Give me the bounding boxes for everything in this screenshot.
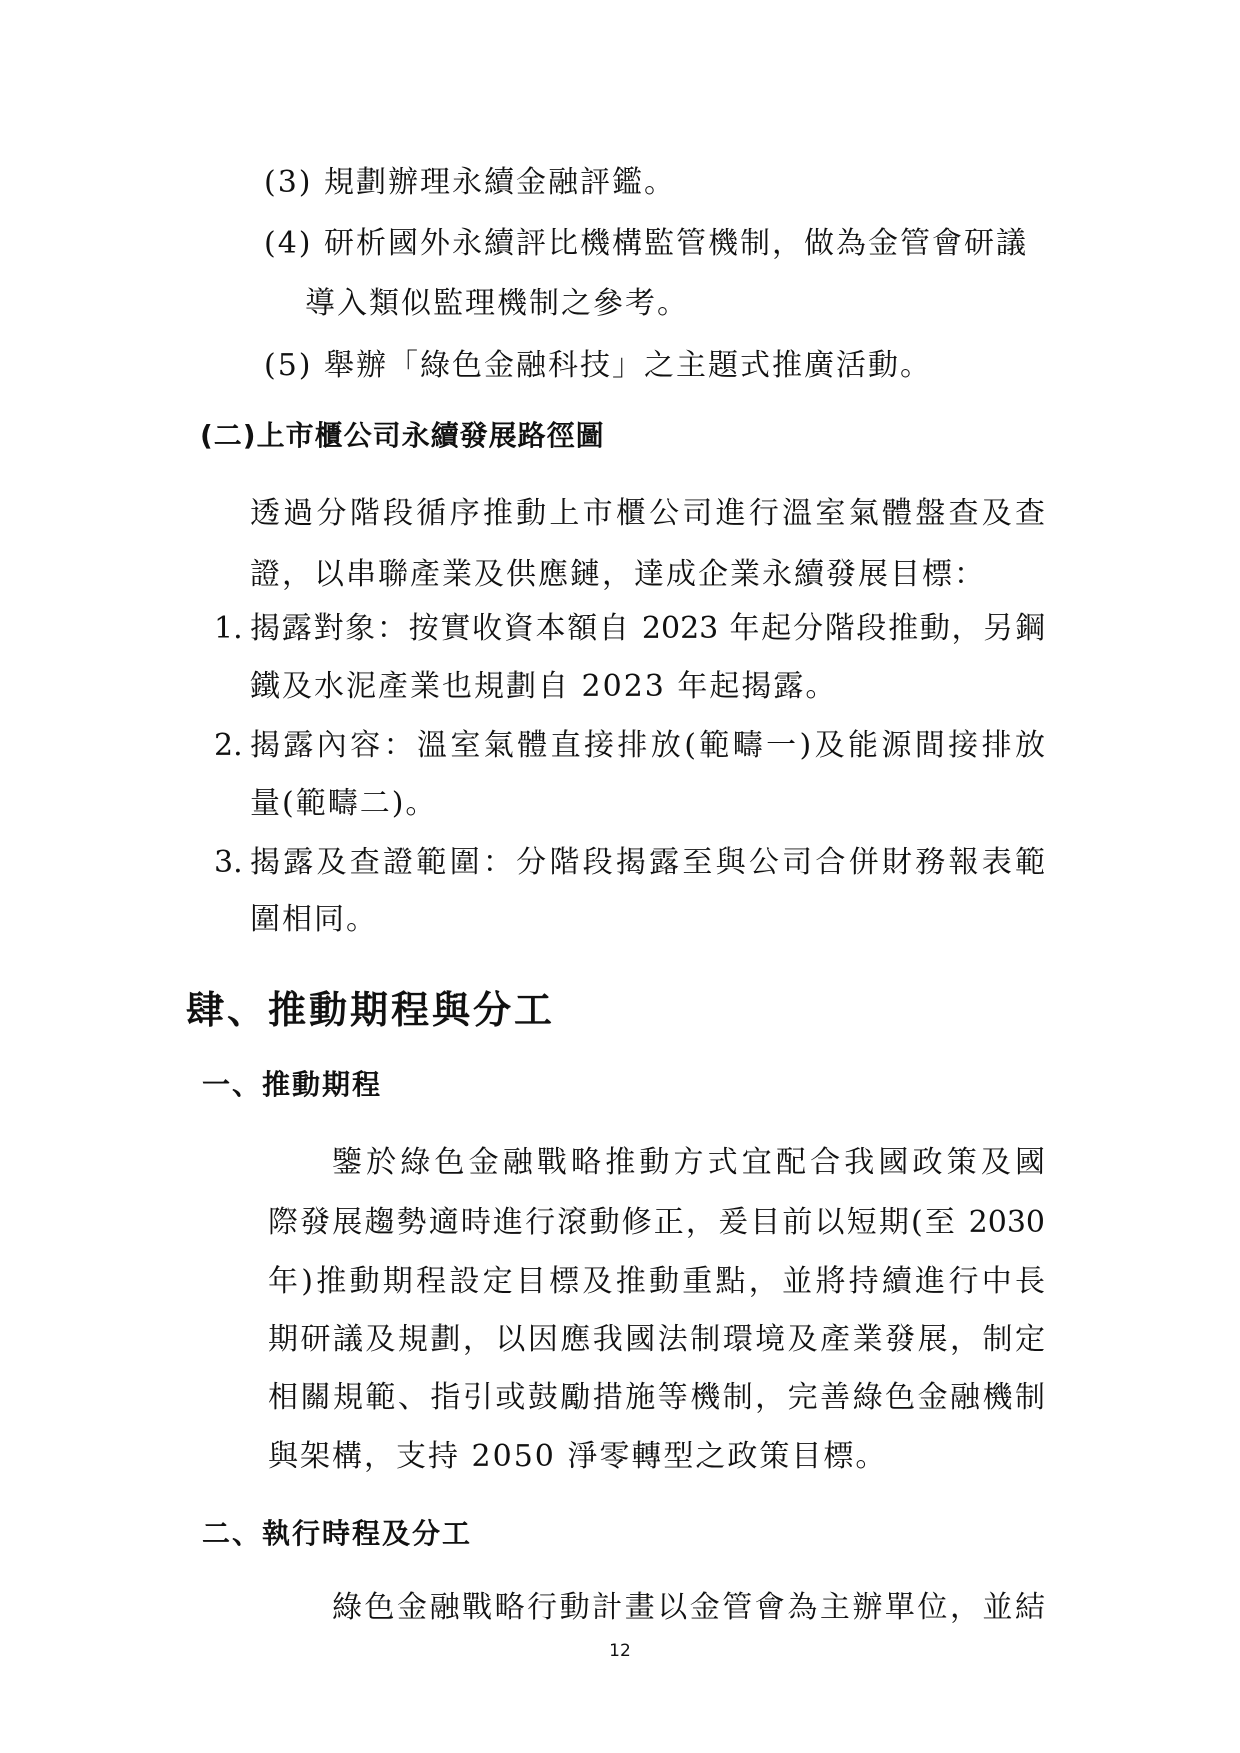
part-one-heading: 一、推動期程 xyxy=(202,1068,383,1101)
part-one-line-6: 與架構，支持 2050 淨零轉型之政策目標。 xyxy=(268,1439,888,1474)
part-one-line-1: 鑒於綠色金融戰略推動方式宜配合我國政策及國 xyxy=(332,1145,1045,1180)
sub-item-prefix: (3) xyxy=(264,165,313,200)
list-item-1-line-1: 揭露對象：按實收資本額自 2023 年起分階段推動，另鋼 xyxy=(250,611,1045,646)
sub-item-5 xyxy=(264,346,932,386)
list-item-3-line-1: 揭露及查證範圍：分階段揭露至與公司合併財務報表範 xyxy=(250,845,1045,880)
section-intro-line-1: 透過分階段循序推動上市櫃公司進行溫室氣體盤查及查 xyxy=(250,496,1045,531)
part-one-line-5: 相關規範、指引或鼓勵措施等機制，完善綠色金融機制 xyxy=(268,1380,1045,1415)
part-one-line-4: 期研議及規劃，以因應我國法制環境及產業發展，制定 xyxy=(268,1322,1045,1357)
part-one-line-3: 年)推動期程設定目標及推動重點，並將持續進行中長 xyxy=(268,1264,1045,1299)
sub-item-text: 舉辦「綠色金融科技」之主題式推廣活動。 xyxy=(324,348,933,383)
list-item-number-3: 3. xyxy=(214,845,243,880)
sub-item-4-continuation: 導入類似監理機制之參考。 xyxy=(305,286,689,321)
list-item-2-line-2: 量(範疇二)。 xyxy=(250,786,438,821)
list-item-number-1: 1. xyxy=(214,611,243,646)
page-number: 12 xyxy=(609,1641,631,1661)
part-two-line-1: 綠色金融戰略行動計畫以金管會為主辦單位，並結 xyxy=(332,1590,1045,1625)
sub-item-prefix: (4) xyxy=(264,226,313,261)
section-heading: (二)上市櫃公司永續發展路徑圖 xyxy=(200,419,605,452)
part-two-heading: 二、執行時程及分工 xyxy=(202,1517,473,1550)
sub-item-prefix: (5) xyxy=(264,348,313,383)
sub-item-4 xyxy=(264,224,1028,264)
section-intro-line-2: 證，以串聯產業及供應鏈，達成企業永續發展目標： xyxy=(250,557,986,592)
chapter-heading: 肆、推動期程與分工 xyxy=(186,988,556,1032)
list-item-3-line-2: 圍相同。 xyxy=(250,902,378,937)
sub-item-text: 研析國外永續評比機構監管機制，做為金管會研議 xyxy=(324,226,1029,261)
sub-item-text: 規劃辦理永續金融評鑑。 xyxy=(324,165,677,200)
sub-item-3 xyxy=(264,163,676,203)
list-item-number-2: 2. xyxy=(214,728,243,763)
list-item-2-line-1: 揭露內容：溫室氣體直接排放(範疇一)及能源間接排放 xyxy=(250,728,1045,763)
part-one-line-2: 際發展趨勢適時進行滾動修正，爰目前以短期(至 2030 xyxy=(268,1205,1045,1240)
list-item-1-line-2: 鐵及水泥產業也規劃自 2023 年起揭露。 xyxy=(250,669,838,704)
